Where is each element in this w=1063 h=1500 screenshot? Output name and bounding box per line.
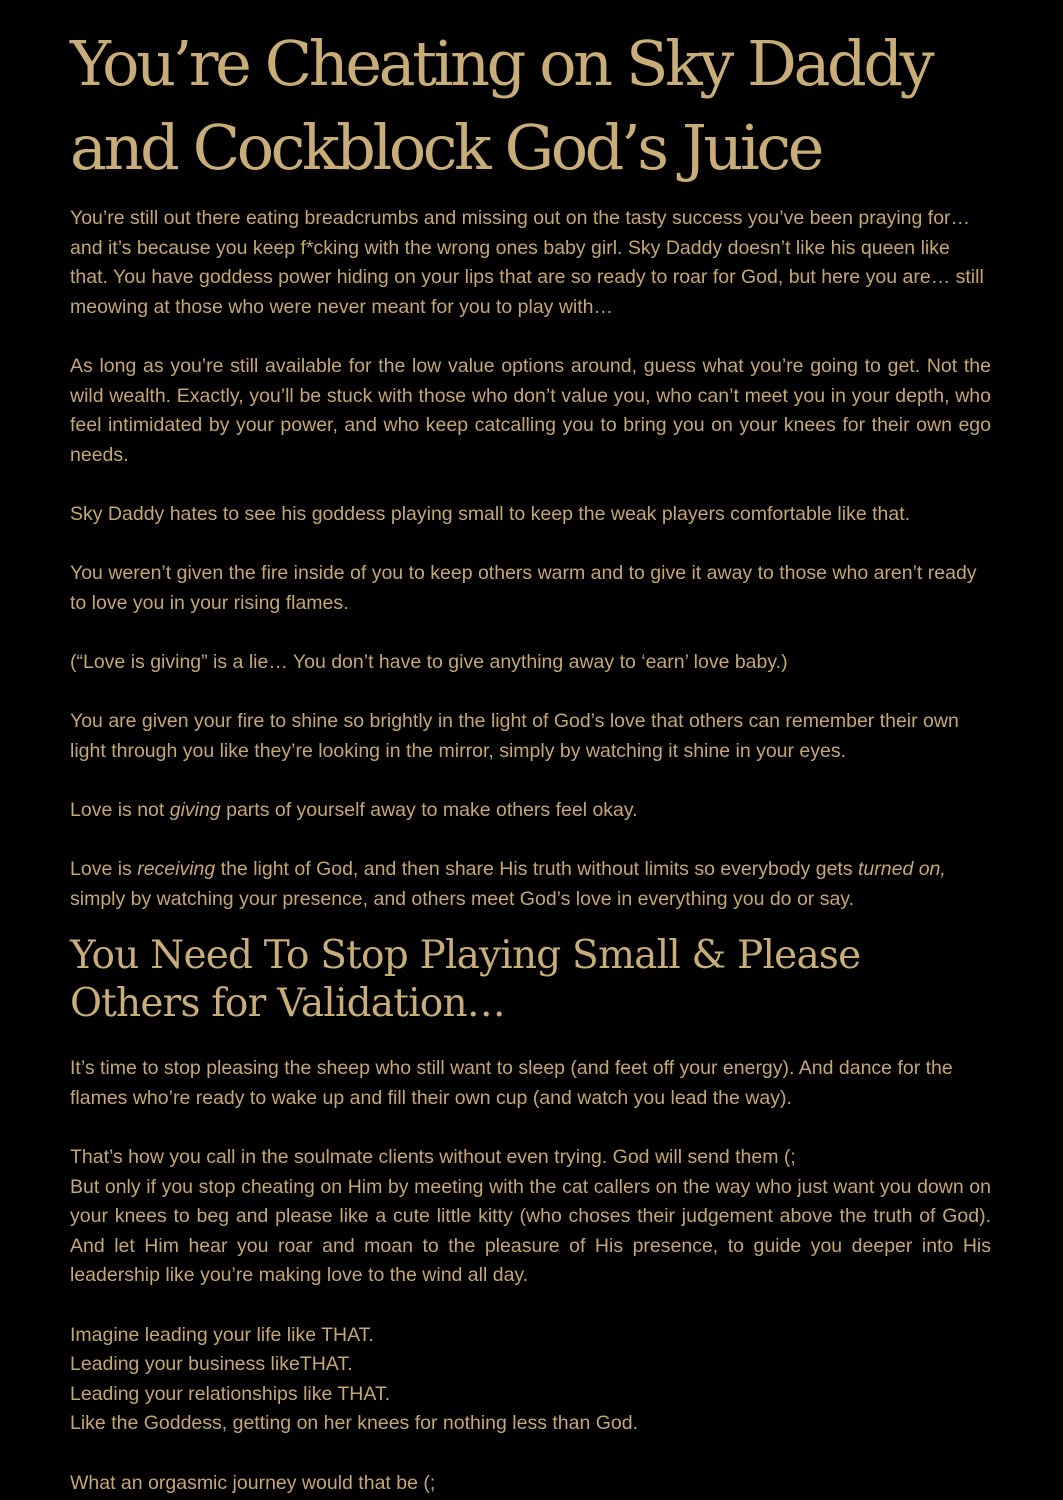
paragraph-breadcrumbs: You’re still out there eating breadcrumbs and missing out on the tasty success you’ve been praying for… and it’s because you keep f*cking with the wrong ones baby girl. Sky Daddy doesn’t like his queen like that. You have goddess power hiding on your lips that are so ready to roar for God, but here you are… still meowing at those who were never meant for you to play with… xyxy=(70,207,984,318)
paragraph-love-is-giving: (“Love is giving” is a lie… You don’t have to give anything away to ‘earn’ love baby.) xyxy=(70,650,788,673)
emphasis-turned-on: turned on, xyxy=(858,858,946,881)
paragraph-soulmate-clients xyxy=(70,1143,991,1291)
paragraph-love-is-receiving xyxy=(70,855,991,914)
list-line: Leading your business likeTHAT. xyxy=(70,1353,353,1376)
text-segment: parts of yourself away to make others feel okay. xyxy=(220,798,638,821)
text-segment: Love is xyxy=(70,858,138,881)
text-segment: simply by watching your presence, and others meet God’s love in everything you do or say. xyxy=(70,887,855,910)
section-heading: You Need To Stop Playing Small & Please Others for Validation… xyxy=(70,933,861,1027)
closing-line: What an orgasmic journey would that be (; xyxy=(70,1471,436,1494)
paragraph-playing-small: Sky Daddy hates to see his goddess playing small to keep the weak players comfortable like that. xyxy=(70,502,911,525)
paragraph-stop-pleasing-sheep: It’s time to stop pleasing the sheep who still want to sleep (and feet off your energy). And dance for the flames who’re ready to wake up and fill their own cup (and watch you lead the way). xyxy=(70,1057,953,1109)
page-content xyxy=(70,22,991,1498)
text-segment: Love is not xyxy=(70,798,170,821)
list-line: Leading your relationships like THAT. xyxy=(70,1382,391,1405)
list-line: Imagine leading your life like THAT. xyxy=(70,1323,374,1346)
page-title: You’re Cheating on Sky Daddy and Cockblock God’s Juice xyxy=(70,27,932,184)
text-segment: But only if you stop cheating on Him by meeting with the cat callers on the way who just want you down on your knees to beg and please like a cute little kitty (who choses their judgement above the truth of God). And let Him hear you roar and moan to the pleasure of His presence, to guide you deeper into His leadership like you’re making love to the wind all day. xyxy=(70,1175,991,1287)
text-line: That’s how you call in the soulmate clients without even trying. God will send them (; xyxy=(70,1146,796,1169)
emphasis-receiving: receiving xyxy=(137,858,216,881)
paragraph-love-is-not-giving xyxy=(70,796,991,826)
paragraph-shine-brightly: You are given your fire to shine so brightly in the light of God’s love that others can remember their own light through you like they’re looking in the mirror, simply by watching it shine in your eyes. xyxy=(70,710,959,762)
list-line: Like the Goddess, getting on her knees for nothing less than God. xyxy=(70,1412,639,1435)
leading-list xyxy=(70,1321,991,1439)
paragraph-fire-inside: You weren’t given the fire inside of you to keep others warm and to give it away to those who aren’t ready to love you in your rising flames. xyxy=(70,562,977,614)
text-segment: the light of God, and then share His truth without limits so everybody gets xyxy=(215,858,858,881)
emphasis-giving: giving xyxy=(169,798,221,821)
paragraph-low-value-options: As long as you’re still available for the low value options around, guess what you’re going to get. Not the wild wealth. Exactly, you’ll be stuck with those who don’t value you, who can’t meet you in your depth, who feel intimidated by your power, and who keep catcalling you to bring you on your knees for their own ego needs. xyxy=(70,354,991,466)
